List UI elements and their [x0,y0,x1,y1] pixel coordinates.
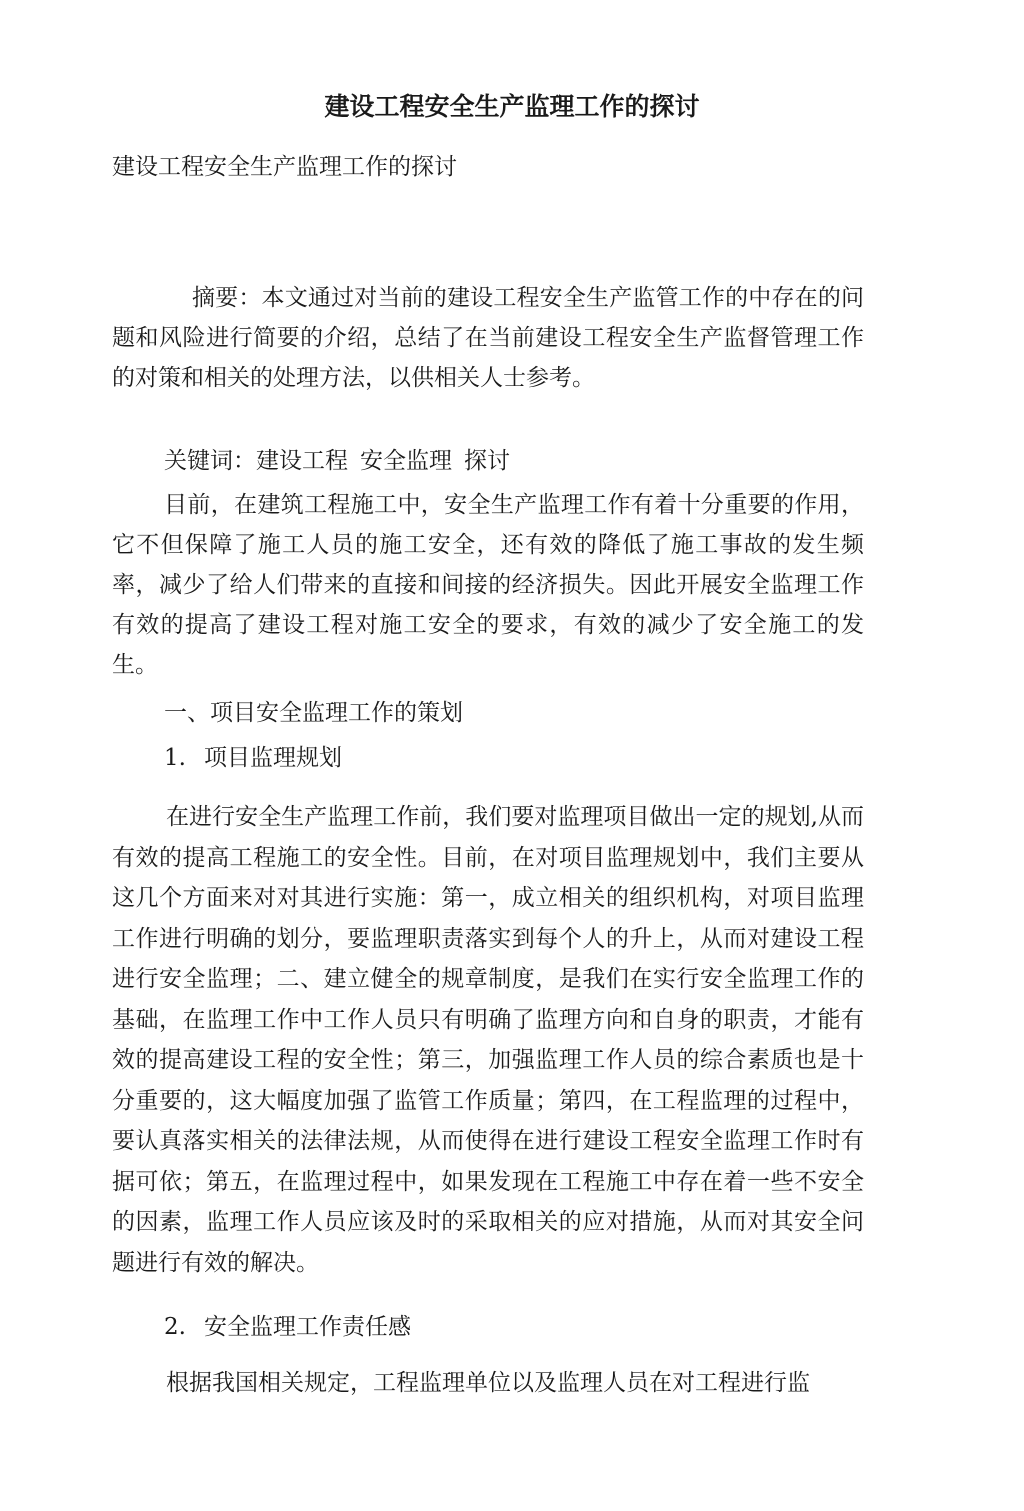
body-paragraph: 在进行安全生产监理工作前，我们要对监理项目做出一定的规划,从而有效的提高工程施工的安全性。目前，在对项目监理规划中，我们主要从这几个方面来对对其进行实施：第一，成立相关的组织机构，对项目监理工作进行明确的划分，要监理职责落实到每个人的升上，从而对建设工程进行安全监理；二、建立健全的规章制度，是我们在实行安全监理工作的基础，在监理工作中工作人员只有明确了监理方向和自身的职责，才能有效的提高建设工程的安全性；第三，加强监理工作人员的综合素质也是十分重要的，这大幅度加强了监管工作质量；第四，在工程监理的过程中，要认真落实相关的法律法规，从而使得在进行建设工程安全监理工作时有据可依；第五，在监理过程中，如果发现在工程施工中存在着一些不安全的因素，监理工作人员应该及时的采取相关的应对措施，从而对其安全问题进行有效的解决。 [112,804,864,1276]
keywords-label: 关键词： [164,448,256,474]
subsection-title: 项目监理规划 [204,745,342,771]
abstract-paragraph: 摘要：本文通过对当前的建设工程安全生产监管工作的中存在的问题和风险进行简要的介绍，总结了在当前建设工程安全生产监督管理工作的对策和相关的处理方法，以供相关人士参考。 [112,285,864,391]
subsection-title: 安全监理工作责任感 [204,1314,411,1340]
subsection-number: 2. [164,1314,186,1340]
subsection-heading [164,1311,411,1343]
keywords-line [164,445,510,477]
subsection-number: 1. [164,745,186,771]
intro-paragraph: 目前，在建筑工程施工中，安全生产监理工作有着十分重要的作用，它不但保障了施工人员的施工安全，还有效的降低了施工事故的发生频率，减少了给人们带来的直接和间接的经济损失。因此开展安全监理工作有效的提高了建设工程对施工安全的要求，有效的减少了安全施工的发生。 [112,492,864,678]
keyword-item: 安全监理 [360,448,452,474]
keyword-item: 建设工程 [256,448,348,474]
document-subtitle: 建设工程安全生产监理工作的探讨 [112,154,457,180]
section-heading: 一、项目安全监理工作的策划 [164,700,463,726]
subsection-heading [164,742,342,774]
document-title: 建设工程安全生产监理工作的探讨 [324,92,700,121]
body-paragraph: 根据我国相关规定，工程监理单位以及监理人员在对工程进行监 [166,1370,810,1396]
keyword-item: 探讨 [464,448,510,474]
